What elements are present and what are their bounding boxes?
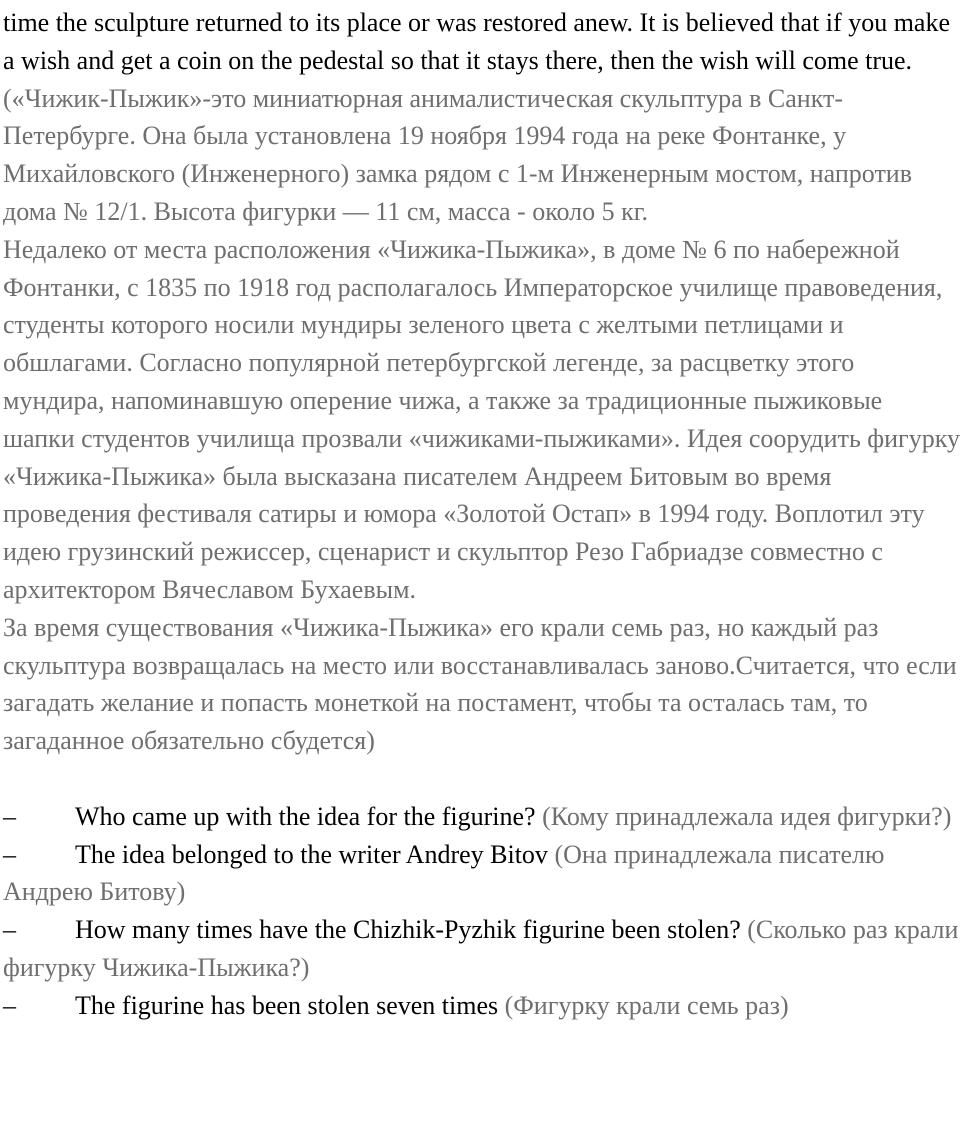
dialogue-russian-text: (Кому принадлежала идея фигурки?): [535, 801, 952, 831]
dialogue-dash: –: [3, 839, 16, 869]
dialogue-line-question-stolen: [3, 911, 960, 987]
dialogue-russian-text: (Она принадлежала писателю Андрею Битову): [3, 839, 885, 907]
dialogue-line-question-idea: [3, 798, 960, 836]
dialogue-english-text: The idea belonged to the writer Andrey Bitov: [75, 839, 548, 869]
intro-russian-text: («Чижик-Пыжик»-это миниатюрная анималистическая скульптура в Санкт-Петербурге. Она была установлена 19 ноября 1994 года на реке Фонтанке, у Михайловского (Инженерного) замка рядом с 1-м Инженерным мостом, напротив дома № 12/1. Высота фигурки — 11 см, масса - около 5 кг.: [3, 83, 912, 226]
intro-english-text: time the sculpture returned to its place or was restored anew. It is believed that if you make a wish and get a coin on the pedestal so that it stays there, then the wish will come true.: [3, 8, 950, 75]
blank-line: [3, 760, 960, 798]
dialogue-line-answer-idea: [3, 836, 960, 912]
russian-paragraph-thefts: За время существования «Чижика-Пыжика» его крали семь раз, но каждый раз скульптура возвращалась на место или восстанавливалась заново.Считается, что если загадать желание и попасть монеткой на постамент, чтобы та осталась там, то загаданное обязательно сбудется): [3, 612, 957, 756]
dialogue-line-answer-stolen: [3, 987, 960, 1025]
dialogue-english-text: The figurine has been stolen seven times: [75, 990, 499, 1020]
dialogue-russian-text: (Сколько раз крали фигурку Чижика-Пыжика?): [3, 915, 959, 982]
dialogue-dash: –: [3, 915, 16, 945]
dialogue-russian-text: (Фигурку крали семь раз): [498, 990, 789, 1020]
dialogue-dash: –: [3, 801, 16, 831]
dialogue-list: [3, 798, 960, 1025]
dialogue-english-text: How many times have the Chizhik-Pyzhik figurine been stolen?: [75, 915, 741, 945]
dialogue-english-text: Who came up with the idea for the figurine?: [75, 801, 536, 831]
intro-paragraph: [3, 4, 960, 231]
russian-paragraph-school: Недалеко от места расположения «Чижика-Пыжика», в доме № 6 по набережной Фонтанки, с 1835 по 1918 год располагалось Императорское училище правоведения, студенты которого носили мундиры зеленого цвета с желтыми петлицами и обшлагами. Согласно популярной петербургской легенде, за расцветку этого мундира, напоминавшую оперение чижа, а также за традиционные пыжиковые шапки студентов училища прозвали «чижиками-пыжиками». Идея соорудить фигурку «Чижика-Пыжика» была высказана писателем Андреем Битовым во время проведения фестиваля сатиры и юмора «Золотой Остап» в 1994 году. Воплотил эту идею грузинский режиссер, сценарист и скульптор Резо Габриадзе совместно с архитектором Вячеславом Бухаевым.: [3, 234, 960, 604]
dialogue-dash: –: [3, 990, 16, 1020]
